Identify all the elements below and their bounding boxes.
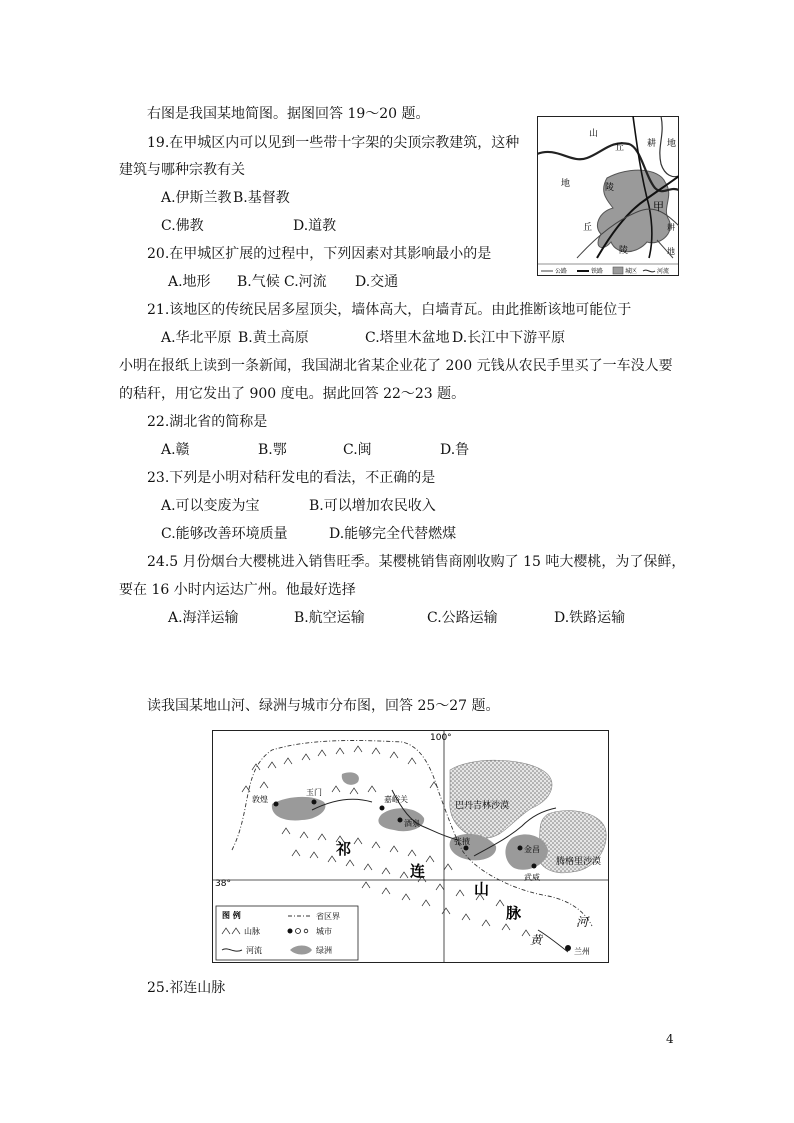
intro-25-27: 读我国某地山河、绿洲与城市分布图，回答 25～27 题。: [147, 698, 500, 714]
q22-option-a: A.赣: [161, 442, 190, 458]
q19-option-b: B.基督教: [233, 190, 290, 206]
legend-city: 城区: [625, 268, 638, 275]
city-yumen: [312, 800, 317, 805]
q23-option-d: D.能够完全代替燃煤: [329, 526, 457, 542]
label-di-1: 地: [667, 139, 677, 149]
q21-option-a: A.华北平原: [161, 330, 232, 346]
q24-option-c: C.公路运输: [427, 610, 498, 626]
q20-option-b: B.气候: [237, 274, 280, 290]
page-number: 4: [666, 1032, 674, 1046]
q23-stem: 23.下列是小明对秸秆发电的看法，不正确的是: [147, 470, 436, 486]
label-di-2: 地: [667, 247, 675, 256]
lon-label: 100°: [430, 733, 452, 743]
q19-option-a: A.伊斯兰教: [161, 190, 232, 206]
label-mai: 脉: [506, 904, 522, 922]
label-zhangye: 张掖: [454, 837, 470, 846]
label-huang: 黄: [530, 933, 543, 947]
city-dunhuang: [274, 802, 279, 807]
legend-river: 河流: [657, 268, 670, 275]
label-qiu-2: 丘: [583, 223, 593, 233]
legend-title: 图 例: [222, 911, 241, 920]
label-shan: 山: [589, 129, 599, 139]
legend-road: 公路: [555, 268, 568, 275]
intro-19-20: 右图是我国某地简图。据图回答 19～20 题。: [147, 106, 430, 122]
q24-stem-line2: 要在 16 小时内运达广州。他最好选择: [119, 582, 356, 598]
city-terrain-map: [537, 116, 679, 276]
label-lian: 连: [410, 862, 426, 880]
label-wuwei: 武威: [524, 873, 540, 882]
q21-stem: 21.该地区的传统民居多屋顶尖，墙体高大，白墙青瓦。由此推断该地可能位于: [147, 302, 632, 318]
qilian-oasis-map: [212, 730, 609, 963]
label-yumen: 玉门: [306, 788, 322, 797]
q23-option-a: A.可以变废为宝: [161, 498, 260, 514]
city-jiayuguan: [380, 806, 385, 811]
legend-city-symbol: [613, 267, 623, 274]
legend-river: 河流: [246, 946, 262, 955]
label-jia: 甲: [653, 200, 664, 213]
legend-boundary: 省区界: [316, 912, 340, 921]
label-lanzhou: 兰州: [574, 947, 590, 956]
city-lanzhou: [565, 945, 571, 951]
q24-option-d: D.铁路运输: [554, 610, 626, 626]
city-jinchang: [518, 846, 523, 851]
q20-stem: 20.在甲城区扩展的过程中，下列因素对其影响最小的是: [147, 246, 492, 262]
q24-option-b: B.航空运输: [294, 610, 365, 626]
label-geng-2: 耕: [667, 223, 675, 232]
label-di: 地: [561, 179, 571, 189]
label-geng-1: 耕: [647, 139, 657, 149]
q22-option-d: D.鲁: [440, 442, 470, 458]
q21-option-d: D.长江中下游平原: [452, 330, 566, 346]
q19-stem-line1: 19.在甲城区内可以见到一些带十字架的尖顶宗教建筑，这种: [147, 135, 520, 151]
q23-option-c: C.能够改善环境质量: [161, 526, 288, 542]
q20-option-d: D.交通: [355, 274, 399, 290]
q19-stem-line2: 建筑与哪种宗教有关: [119, 162, 245, 178]
q24-stem-line1: 24.5 月份烟台大樱桃进入销售旺季。某樱桃销售商刚收购了 15 吨大樱桃，为了保鲜，: [147, 554, 686, 570]
city-wuwei: [532, 864, 537, 869]
lat-label: 38°: [215, 879, 231, 889]
label-badain-jaran: 巴丹吉林沙漠: [455, 801, 510, 811]
label-he: 河: [576, 915, 589, 929]
label-qiu-1: 丘: [615, 143, 625, 153]
q21-option-c: C.塔里木盆地: [365, 330, 450, 346]
q20-option-c: C.河流: [284, 274, 327, 290]
legend-oasis: 绿洲: [316, 946, 332, 955]
intro-22-23-line1: 小明在报纸上读到一条新闻，我国湖北省某企业花了 200 元钱从农民手里买了一车没人要: [119, 358, 673, 374]
city-zhangye: [464, 846, 469, 851]
q19-option-c: C.佛教: [161, 218, 204, 234]
q24-option-a: A.海洋运输: [168, 610, 239, 626]
q25-stem: 25.祁连山脉: [147, 980, 226, 996]
q22-option-c: C.闽: [343, 442, 372, 458]
legend-city: 城市: [316, 927, 332, 936]
q22-option-b: B.鄂: [258, 442, 287, 458]
label-tengger: 腾格里沙漠: [556, 857, 602, 867]
q23-option-b: B.可以增加农民收入: [309, 498, 436, 514]
label-jinchang: 金昌: [524, 845, 540, 854]
q19-option-d: D.道教: [293, 218, 337, 234]
legend-rail: 铁路: [591, 268, 604, 275]
label-qi: 祁: [336, 840, 352, 858]
label-ling-1: 陵: [605, 183, 615, 193]
label-dunhuang: 敦煌: [252, 795, 268, 804]
q21-option-b: B.黄土高原: [238, 330, 309, 346]
city-jiuquan: [398, 818, 403, 823]
q20-option-a: A.地形: [168, 274, 211, 290]
label-jiuquan: 酒泉: [404, 819, 420, 828]
label-ling-2: 陵: [619, 246, 629, 256]
q22-stem: 22.湖北省的简称是: [147, 414, 268, 430]
legend-mountain: 山脉: [244, 927, 260, 936]
label-jiayuguan: 嘉峪关: [384, 795, 408, 804]
legend-city-symbol-1: [288, 929, 293, 934]
intro-22-23-line2: 的秸秆，用它发出了 900 度电。据此回答 22～23 题。: [119, 386, 466, 402]
label-shan: 山: [474, 880, 490, 898]
